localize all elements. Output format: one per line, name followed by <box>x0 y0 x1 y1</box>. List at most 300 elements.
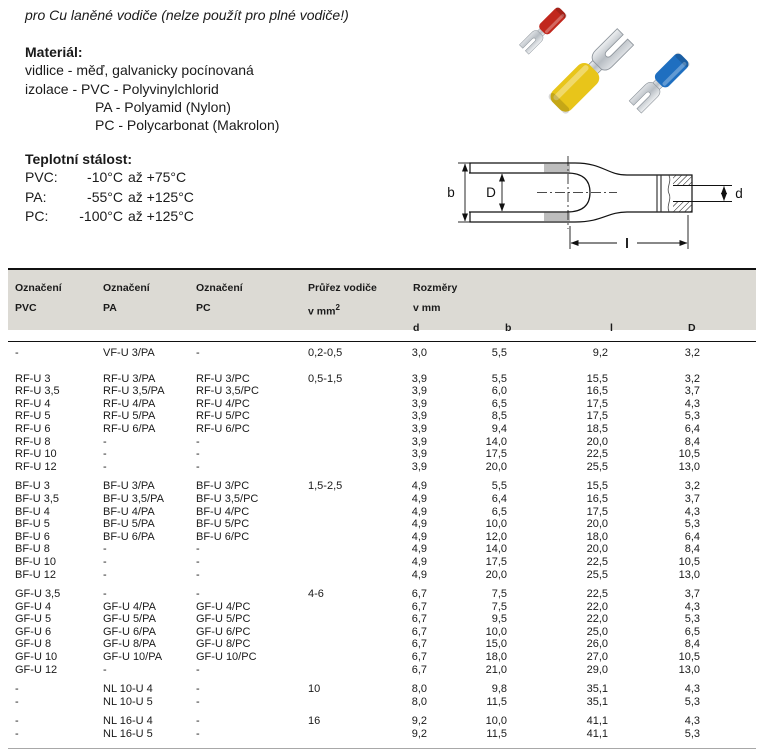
table-cell: - <box>103 460 107 473</box>
table-cell: 4-6 <box>308 588 324 601</box>
table-cell: - <box>196 460 200 473</box>
table-row <box>15 715 756 728</box>
table-cell: 5,3 <box>684 728 700 741</box>
table-cell <box>308 664 378 677</box>
table-body <box>8 342 756 741</box>
table-cell <box>308 410 378 423</box>
temp-low: -10°C <box>87 169 123 186</box>
table-row <box>15 347 756 360</box>
table-cell: GF-U 8/PC <box>196 638 251 651</box>
table-cell: - <box>196 435 200 448</box>
table-cell: 14,0 <box>485 543 507 556</box>
table-cell: 22,0 <box>586 613 608 626</box>
table-group <box>15 715 756 740</box>
table-cell: 4,9 <box>411 518 427 531</box>
dimension-diagram <box>445 140 763 265</box>
table-cell: GF-U 12 <box>15 663 58 676</box>
table-cell: GF-U 5/PC <box>196 613 251 626</box>
table-cell: GF-U 8/PA <box>103 638 156 651</box>
table-cell: 3,7 <box>684 492 700 505</box>
table-cell: 9,2 <box>592 347 608 359</box>
table-cell: 20,0 <box>586 435 608 448</box>
table-cell: BF-U 3,5/PC <box>196 492 259 505</box>
table-cell: 8,4 <box>684 638 700 651</box>
table-cell: BF-U 4/PA <box>103 505 155 518</box>
table-cell: BF-U 3 <box>15 480 50 493</box>
table-cell: 6,4 <box>684 530 700 543</box>
table-cell: 25,5 <box>586 460 608 473</box>
table-cell: 5,3 <box>684 518 700 531</box>
table-row <box>15 423 756 436</box>
table-cell: BF-U 3,5 <box>15 492 60 505</box>
header-col-pvc <box>15 278 62 318</box>
table-cell: BF-U 8 <box>15 543 50 556</box>
table-cell: NL 10-U 4 <box>103 683 153 696</box>
table-cell: - <box>196 543 200 556</box>
table-cell: 3,2 <box>684 372 700 385</box>
table-row <box>15 728 756 741</box>
table-row <box>15 410 756 423</box>
material-heading: Materiál: <box>25 44 83 61</box>
table-cell: 0,5-1,5 <box>308 372 343 385</box>
table-cell: RF-U 3,5/PC <box>196 385 259 398</box>
dim-label-d: d <box>735 186 743 201</box>
table-cell <box>308 448 378 461</box>
table-cell: 1,5-2,5 <box>308 480 343 493</box>
header-line: PVC <box>15 302 37 314</box>
table-cell: 13,0 <box>678 663 700 676</box>
header-line: Rozměry <box>413 282 458 294</box>
table-cell: 22,5 <box>586 588 608 601</box>
table-cell: 9,2 <box>411 728 427 741</box>
table-cell: 20,0 <box>485 460 507 473</box>
header-col-pa <box>103 278 150 318</box>
table-row <box>15 588 756 601</box>
table-cell: 5,3 <box>684 410 700 423</box>
temp-label: PVC: <box>25 169 58 186</box>
header-sub-l: l <box>610 322 613 334</box>
table-cell: RF-U 4/PA <box>103 397 156 410</box>
table-cell: - <box>196 588 200 601</box>
table-cell: RF-U 5 <box>15 410 51 423</box>
table-row <box>15 569 756 582</box>
temp-label: PA: <box>25 188 47 205</box>
table-cell: - <box>196 568 200 581</box>
table-row <box>15 683 756 696</box>
table-cell: 18,5 <box>586 422 608 435</box>
table-cell: 6,4 <box>684 422 700 435</box>
table-cell: 3,9 <box>411 422 427 435</box>
header-col-cross-section <box>308 278 377 322</box>
table-row <box>15 398 756 411</box>
table-cell: 25,0 <box>586 625 608 638</box>
table-cell: 6,4 <box>491 492 507 505</box>
table-cell: 17,5 <box>485 448 507 461</box>
temperature-heading: Teplotní stálost: <box>25 151 133 168</box>
table-cell: 20,0 <box>586 543 608 556</box>
table-cell: RF-U 4/PC <box>196 397 250 410</box>
table-header <box>8 268 756 342</box>
table-cell: GF-U 5 <box>15 613 52 626</box>
table-row <box>15 613 756 626</box>
header-line: v $mm^2$ <box>308 303 340 318</box>
table-row <box>15 601 756 614</box>
table-cell: GF-U 4 <box>15 600 52 613</box>
table-cell: BF-U 6 <box>15 530 50 543</box>
table-cell: 4,9 <box>411 555 427 568</box>
table-cell: - <box>15 715 19 728</box>
table-cell: RF-U 3/PA <box>103 372 156 385</box>
table-row <box>15 385 756 398</box>
table-cell: BF-U 5/PA <box>103 518 155 531</box>
table-cell: 17,5 <box>586 505 608 518</box>
table-cell: VF-U 3/PA <box>103 347 155 359</box>
table-cell: 4,9 <box>411 480 427 493</box>
table-cell: 8,0 <box>411 683 427 696</box>
table-cell: 7,5 <box>491 588 507 601</box>
table-cell: - <box>103 435 107 448</box>
table-cell: 5,5 <box>491 347 507 359</box>
table-cell <box>308 506 378 519</box>
table-cell: BF-U 6/PC <box>196 530 250 543</box>
table-cell: - <box>196 555 200 568</box>
table-cell: 3,7 <box>684 588 700 601</box>
table-cell: 17,5 <box>586 410 608 423</box>
table-cell: GF-U 6/PC <box>196 625 251 638</box>
table-cell: - <box>103 663 107 676</box>
table-cell: 3,2 <box>684 480 700 493</box>
header-sub-D: D <box>688 322 696 334</box>
table-cell: 3,9 <box>411 460 427 473</box>
table-cell: 6,0 <box>491 385 507 398</box>
table-cell: 41,1 <box>586 728 608 741</box>
table-row <box>15 531 756 544</box>
temperature-row <box>25 207 349 227</box>
table-row <box>15 448 756 461</box>
table-row <box>15 506 756 519</box>
table-cell: - <box>103 555 107 568</box>
table-cell: BF-U 3/PC <box>196 480 250 493</box>
table-cell: GF-U 4/PA <box>103 600 156 613</box>
table-row <box>15 518 756 531</box>
table-cell: 4,9 <box>411 568 427 581</box>
table-cell: 6,5 <box>491 397 507 410</box>
dimension-drawing <box>445 140 763 265</box>
table-cell: 8,4 <box>684 435 700 448</box>
header-sub-d: d <box>413 322 420 334</box>
table-cell: GF-U 4/PC <box>196 600 251 613</box>
table-cell: 35,1 <box>586 683 608 696</box>
header-sub-b: b <box>505 322 512 334</box>
header-line: Označení <box>196 282 243 294</box>
table-row <box>15 626 756 639</box>
header-col-dimensions <box>413 278 457 338</box>
table-cell: BF-U 10 <box>15 555 56 568</box>
table-cell: 0,2-0,5 <box>308 347 343 359</box>
table-cell: 3,9 <box>411 397 427 410</box>
table-cell: - <box>103 588 107 601</box>
table-cell: 4,3 <box>684 505 700 518</box>
table-cell: 9,2 <box>411 715 427 728</box>
table-cell: 18,0 <box>586 530 608 543</box>
temp-high: až +125°C <box>128 208 194 225</box>
table-cell: 6,5 <box>684 625 700 638</box>
table-cell: 6,7 <box>411 600 427 613</box>
table-cell: - <box>196 715 200 728</box>
temperature-row <box>25 188 349 208</box>
table-cell: RF-U 12 <box>15 460 57 473</box>
table-cell: 3,9 <box>411 448 427 461</box>
header-line: PA <box>103 302 117 314</box>
table-cell: 20,0 <box>586 518 608 531</box>
table-cell: 26,0 <box>586 638 608 651</box>
table-cell: 20,0 <box>485 568 507 581</box>
table-cell: 21,0 <box>485 663 507 676</box>
blue-terminal <box>629 52 691 114</box>
table-row <box>15 480 756 493</box>
table-row <box>15 556 756 569</box>
table-cell: RF-U 3/PC <box>196 372 250 385</box>
table-cell: 41,1 <box>586 715 608 728</box>
table-cell: BF-U 5/PC <box>196 518 250 531</box>
table-cell: 4,3 <box>684 600 700 613</box>
table-cell: 16,5 <box>586 385 608 398</box>
table-cell <box>308 651 378 664</box>
header-line: v mm <box>413 302 441 314</box>
table-cell: BF-U 3,5/PA <box>103 492 164 505</box>
material-line: vidlice - měď, galvanicky pocínovaná <box>25 62 254 79</box>
table-cell: 3,2 <box>684 347 700 359</box>
table-cell: 16,5 <box>586 492 608 505</box>
material-line: PA - Polyamid (Nylon) <box>95 98 231 115</box>
table-cell: 10,5 <box>678 651 700 664</box>
table-cell: RF-U 3 <box>15 372 51 385</box>
table-cell <box>308 613 378 626</box>
table-cell: 6,5 <box>491 505 507 518</box>
table-cell: 11,5 <box>486 728 507 741</box>
header-line: PC <box>196 302 211 314</box>
table-cell: 7,5 <box>491 600 507 613</box>
table-cell: 5,3 <box>684 613 700 626</box>
table-cell <box>308 493 378 506</box>
table-cell: BF-U 12 <box>15 568 56 581</box>
table-row <box>15 373 756 386</box>
table-cell: GF-U 6/PA <box>103 625 156 638</box>
table-cell: - <box>103 568 107 581</box>
table-cell: RF-U 3,5 <box>15 385 60 398</box>
table-cell: RF-U 6 <box>15 422 51 435</box>
table-cell: 8,5 <box>491 410 507 423</box>
table-cell: 35,1 <box>586 695 608 708</box>
table-group <box>15 347 756 360</box>
table-cell: 6,7 <box>411 613 427 626</box>
table-cell: NL 10-U 5 <box>103 695 153 708</box>
table-cell: 14,0 <box>485 435 507 448</box>
table-cell: 25,5 <box>586 568 608 581</box>
table-cell: 11,5 <box>486 695 507 708</box>
header-line: Průřez vodiče <box>308 282 377 294</box>
table-cell: GF-U 6 <box>15 625 52 638</box>
table-cell: 10,0 <box>485 715 507 728</box>
table-cell <box>308 398 378 411</box>
table-cell: - <box>15 347 19 359</box>
intro-text <box>25 6 349 227</box>
table-cell: NL 16-U 4 <box>103 715 153 728</box>
table-cell: 22,0 <box>586 600 608 613</box>
table-group <box>15 588 756 676</box>
table-row <box>15 664 756 677</box>
table-cell: 3,9 <box>411 435 427 448</box>
table-cell: 27,0 <box>586 651 608 664</box>
table-cell: 4,9 <box>411 543 427 556</box>
table-cell: RF-U 6/PC <box>196 422 250 435</box>
table-cell: RF-U 10 <box>15 448 57 461</box>
table-cell: 6,7 <box>411 651 427 664</box>
table-row <box>15 461 756 474</box>
table-group <box>15 480 756 581</box>
table-cell: 4,9 <box>411 492 427 505</box>
temp-high: až +125°C <box>128 188 194 205</box>
dim-label-D: D <box>486 185 496 200</box>
table-cell: 10 <box>308 683 321 696</box>
table-cell: 4,3 <box>684 683 700 696</box>
table-row <box>15 436 756 449</box>
table-cell: 10,0 <box>485 625 507 638</box>
table-cell: 3,9 <box>411 385 427 398</box>
table-cell: 6,7 <box>411 663 427 676</box>
table-bottom-rule <box>8 748 756 749</box>
table-cell: 6,7 <box>411 638 427 651</box>
page-title: pro Cu laněné vodiče (nelze použít pro plné vodiče!) <box>25 7 349 23</box>
table-cell <box>308 385 378 398</box>
table-cell: BF-U 6/PA <box>103 530 155 543</box>
table-cell: 4,9 <box>411 505 427 518</box>
red-terminal <box>519 6 567 54</box>
table-cell <box>308 461 378 474</box>
table-cell: RF-U 5/PC <box>196 410 250 423</box>
table-group <box>15 683 756 708</box>
table-cell: 8,4 <box>684 543 700 556</box>
table-cell <box>308 423 378 436</box>
table-cell <box>308 543 378 556</box>
table-cell: 5,5 <box>491 480 507 493</box>
yellow-terminal <box>547 28 635 116</box>
table-cell: GF-U 10/PA <box>103 651 163 664</box>
table-cell: - <box>196 663 200 676</box>
table-cell <box>308 531 378 544</box>
table-cell <box>308 728 378 741</box>
table-cell: 6,7 <box>411 588 427 601</box>
table-row <box>15 493 756 506</box>
table-cell: BF-U 5 <box>15 518 50 531</box>
table-cell: 15,5 <box>586 372 608 385</box>
table-cell: 15,0 <box>485 638 507 651</box>
table-cell: BF-U 4/PC <box>196 505 250 518</box>
table-cell: 9,4 <box>491 422 507 435</box>
table-cell: 5,3 <box>684 695 700 708</box>
table-cell <box>308 626 378 639</box>
material-line: izolace - PVC - Polyvinylchlorid <box>25 80 219 97</box>
table-cell: 13,0 <box>678 460 700 473</box>
table-cell: - <box>15 695 19 708</box>
table-cell: 12,0 <box>485 530 507 543</box>
table-cell: - <box>196 448 200 461</box>
table-cell: 17,5 <box>485 555 507 568</box>
table-cell: 22,5 <box>586 555 608 568</box>
table-cell: 15,5 <box>586 480 608 493</box>
table-cell: 4,3 <box>684 715 700 728</box>
table-cell: - <box>103 543 107 556</box>
temperature-row <box>25 168 349 188</box>
table-cell: 4,9 <box>411 530 427 543</box>
dim-label-l: l <box>625 236 629 251</box>
table-cell: GF-U 10/PC <box>196 651 257 664</box>
table-cell: 8,0 <box>411 695 427 708</box>
table-cell <box>308 436 378 449</box>
table-cell: - <box>15 728 19 741</box>
table-cell: 13,0 <box>678 568 700 581</box>
table-cell: - <box>15 683 19 696</box>
table-cell: 16 <box>308 715 321 728</box>
table-cell: 4,3 <box>684 397 700 410</box>
product-table <box>8 268 756 749</box>
fork-terminals-image <box>488 0 723 128</box>
table-cell: GF-U 5/PA <box>103 613 156 626</box>
table-cell: 22,5 <box>586 448 608 461</box>
table-row <box>15 696 756 709</box>
table-cell: GF-U 10 <box>15 651 58 664</box>
table-cell: 10,5 <box>678 448 700 461</box>
temp-label: PC: <box>25 208 49 225</box>
table-cell: 9,5 <box>491 613 507 626</box>
table-cell: BF-U 3/PA <box>103 480 155 493</box>
material-line: PC - Polycarbonat (Makrolon) <box>95 117 280 134</box>
table-cell: - <box>196 728 200 741</box>
table-cell: 10,5 <box>678 555 700 568</box>
table-cell: RF-U 8 <box>15 435 51 448</box>
table-cell: 3,0 <box>411 347 427 359</box>
table-cell: BF-U 4 <box>15 505 50 518</box>
table-cell: - <box>196 683 200 696</box>
header-col-pc <box>196 278 243 318</box>
table-cell <box>308 556 378 569</box>
header-line: Označení <box>15 282 62 294</box>
table-group <box>15 373 756 474</box>
table-cell: RF-U 6/PA <box>103 422 156 435</box>
table-row <box>15 638 756 651</box>
table-cell: - <box>196 347 200 359</box>
product-photo <box>488 0 723 128</box>
table-cell: 29,0 <box>586 663 608 676</box>
table-cell <box>308 569 378 582</box>
table-row <box>15 543 756 556</box>
header-line: Označení <box>103 282 150 294</box>
table-cell: RF-U 5/PA <box>103 410 156 423</box>
table-cell <box>308 518 378 531</box>
table-cell: 3,7 <box>684 385 700 398</box>
table-cell: 3,9 <box>411 372 427 385</box>
table-cell: RF-U 3,5/PA <box>103 385 165 398</box>
table-cell <box>308 696 378 709</box>
table-cell <box>308 638 378 651</box>
table-cell: GF-U 3,5 <box>15 588 61 601</box>
table-cell: RF-U 4 <box>15 397 51 410</box>
table-cell: 5,5 <box>491 372 507 385</box>
table-row <box>15 651 756 664</box>
table-cell: 17,5 <box>586 397 608 410</box>
table-cell <box>308 601 378 614</box>
table-cell: 3,9 <box>411 410 427 423</box>
